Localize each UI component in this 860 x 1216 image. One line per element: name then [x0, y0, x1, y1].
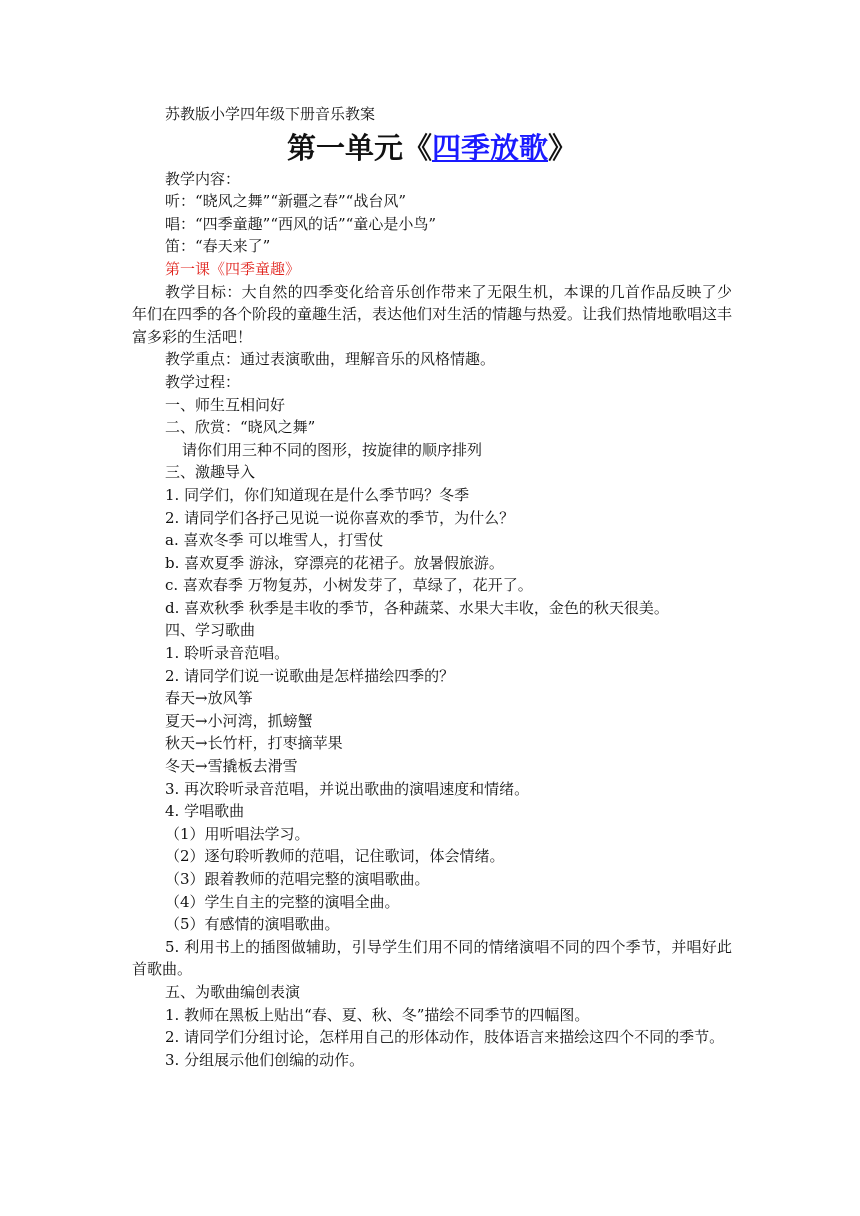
step-2-detail: 请你们用三种不同的图形，按旋律的顺序排列 — [182, 440, 483, 459]
winter-line: 冬天→雪撬板去滑雪 — [165, 757, 298, 776]
summer-line: 夏天→小河湾，抓螃蟹 — [165, 711, 313, 730]
step-4: 四、学习歌曲 — [165, 621, 256, 640]
step-5: 五、为歌曲编创表演 — [165, 982, 301, 1001]
sub-item-4: （4）学生自主的完整的演唱全曲。 — [165, 892, 400, 911]
step-2: 二、欣赏：“晓风之舞” — [165, 418, 316, 437]
document-title — [132, 128, 732, 168]
sub-item-1: （1）用听唱法学习。 — [165, 824, 310, 843]
sub-item-5: （5）有感情的演唱歌曲。 — [165, 915, 340, 934]
step-3-item-1: 1. 同学们，你们知道现在是什么季节吗？冬季 — [165, 485, 470, 504]
title-prefix: 第一单元《 — [286, 130, 432, 165]
step-4-item-2: 2. 请同学们说一说歌曲是怎样描绘四季的？ — [165, 666, 455, 685]
teaching-focus: 教学重点：通过表演歌曲，理解音乐的风格情趣。 — [165, 350, 496, 369]
flute-list: 笛：“春天来了” — [165, 237, 271, 256]
autumn-line: 秋天→长竹杆，打枣摘苹果 — [165, 734, 343, 753]
sub-item-2: （2）逐句聆听教师的范唱，记住歌词，体会情绪。 — [165, 847, 505, 866]
teaching-goal: 教学目标：大自然的四季变化给音乐创作带来了无限生机，本课的几首作品反映了少年们在四季的各个阶段的童趣生活，表达他们对生活的情趣与热爱。让我们热情地歌唱这丰富多彩的生活吧！ — [132, 282, 733, 346]
season-spring: c. 喜欢春季 万物复苏，小树发芽了，草绿了，花开了。 — [165, 576, 533, 595]
lesson-heading: 第一课《四季童趣》 — [165, 259, 301, 278]
season-winter: a. 喜欢冬季 可以堆雪人，打雪仗 — [165, 531, 384, 550]
document-subtitle: 苏教版小学四年级下册音乐教案 — [165, 105, 376, 123]
step-4-item-1: 1. 聆听录音范唱。 — [165, 644, 290, 663]
process-heading: 教学过程： — [165, 372, 241, 391]
step-5-item-1: 1. 教师在黑板上贴出“春、夏、秋、冬”描绘不同季节的四幅图。 — [165, 1005, 590, 1024]
step-5-item-3: 3. 分组展示他们创编的动作。 — [165, 1050, 365, 1069]
step-1: 一、师生互相问好 — [165, 395, 286, 414]
step-4-item-3: 3. 再次聆听录音范唱，并说出歌曲的演唱速度和情绪。 — [165, 779, 530, 798]
listen-list: 听：“晓风之舞”“新疆之春”“战台风” — [165, 192, 407, 211]
season-summer: b. 喜欢夏季 游泳，穿漂亮的花裙子。放暑假旅游。 — [165, 553, 504, 572]
title-link[interactable]: 四季放歌 — [431, 130, 548, 165]
title-suffix: 》 — [548, 130, 578, 165]
step-3-item-2: 2. 请同学们各抒己见说一说你喜欢的季节，为什么？ — [165, 508, 515, 527]
sub-item-3: （3）跟着教师的范唱完整的演唱歌曲。 — [165, 870, 430, 888]
spring-line: 春天→放风筝 — [165, 689, 253, 708]
content-heading: 教学内容： — [165, 169, 241, 188]
season-autumn: d. 喜欢秋季 秋季是丰收的季节，各种蔬菜、水果大丰收，金色的秋天很美。 — [165, 598, 669, 617]
step-3: 三、激趣导入 — [165, 463, 256, 482]
step-5-item-2: 2. 请同学们分组讨论，怎样用自己的形体动作，肢体语言来描绘这四个不同的季节。 — [165, 1028, 725, 1047]
document-page — [132, 103, 732, 1071]
sing-list: 唱：“四季童趣”“西风的话”“童心是小鸟” — [165, 214, 437, 233]
step-4-item-4: 4. 学唱歌曲 — [165, 802, 245, 821]
step-4-item-5: 5. 利用书上的插图做辅助，引导学生们用不同的情绪演唱不同的四个季节，并唱好此首歌曲。 — [132, 937, 732, 979]
